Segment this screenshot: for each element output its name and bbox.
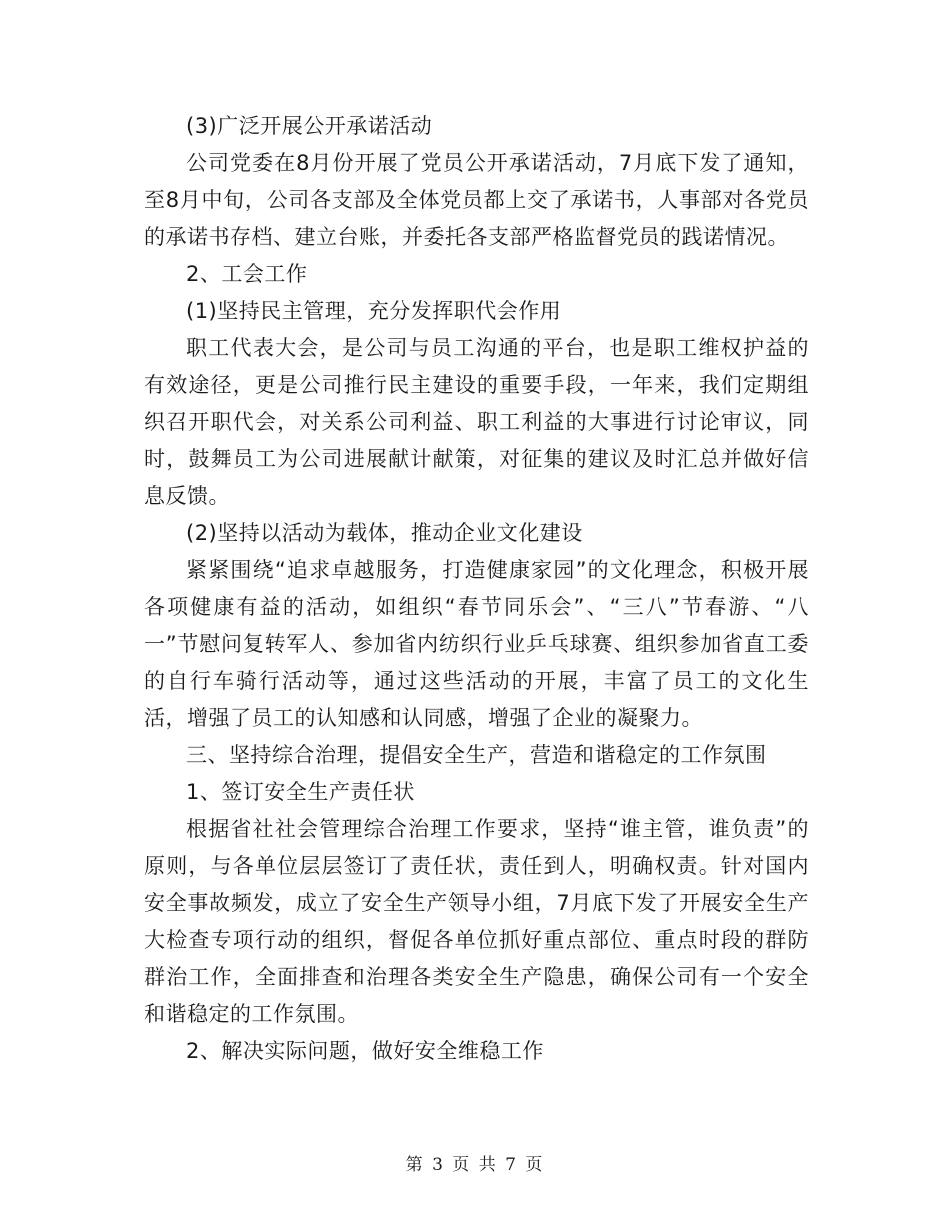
paragraph-workers-congress: 职工代表大会，是公司与员工沟通的平台，也是职工维权护益的有效途径，更是公司推行民主建设的重要手段，一年来，我们定期组织召开职代会，对关系公司利益、职工利益的大事进行讨论审议，同时，鼓舞员工为公司进展献计献策，对征集的建议及时汇总并做好信息反馈。 bbox=[144, 336, 809, 508]
paragraph-culture-activities: 紧紧围绕“追求卓越服务，打造健康家园”的文化理念，积极开展各项健康有益的活动，如组织“春节同乐会”、“三八”节春游、“八一”节慰问复转军人、参加省内纺织行业乒乓球赛、组织参加省直工委的自行车骑行活动等，通过这些活动的开展，丰富了员工的文化生活，增强了员工的认知感和认同感，增强了企业的凝聚力。 bbox=[144, 558, 809, 730]
heading-public-commitment: (3)广泛开展公开承诺活动 bbox=[186, 114, 433, 138]
page-number-footer: 第 3 页 共 7 页 bbox=[405, 1155, 545, 1175]
heading-union-work: 2、工会工作 bbox=[186, 262, 308, 286]
heading-safety-responsibility: 1、签订安全生产责任状 bbox=[186, 780, 415, 804]
heading-democratic-management: (1)坚持民主管理，充分发挥职代会作用 bbox=[186, 299, 562, 323]
heading-corporate-culture: (2)坚持以活动为载体，推动企业文化建设 bbox=[186, 521, 583, 545]
document-body bbox=[144, 108, 809, 1070]
paragraph-commitment-activity: 公司党委在8月份开展了党员公开承诺活动，7月底下发了通知，至8月中旬，公司各支部及全体党员都上交了承诺书，人事部对各党员的承诺书存档、建立台账，并委托各支部严格监督党员的践诺情况。 bbox=[144, 151, 809, 249]
heading-practical-problems: 2、解决实际问题，做好安全维稳工作 bbox=[186, 1039, 544, 1063]
paragraph-safety-production: 根据省社社会管理综合治理工作要求，坚持“谁主管，谁负责”的原则，与各单位层层签订了责任状，责任到人，明确权责。针对国内安全事故频发，成立了安全生产领导小组，7月底下发了开展安全生产大检查专项行动的组织，督促各单位抓好重点部位、重点时段的群防群治工作，全面排查和治理各类安全生产隐患，确保公司有一个安全和谐稳定的工作氛围。 bbox=[144, 817, 809, 1026]
heading-comprehensive-governance: 三、坚持综合治理，提倡安全生产，营造和谐稳定的工作氛围 bbox=[186, 743, 767, 767]
